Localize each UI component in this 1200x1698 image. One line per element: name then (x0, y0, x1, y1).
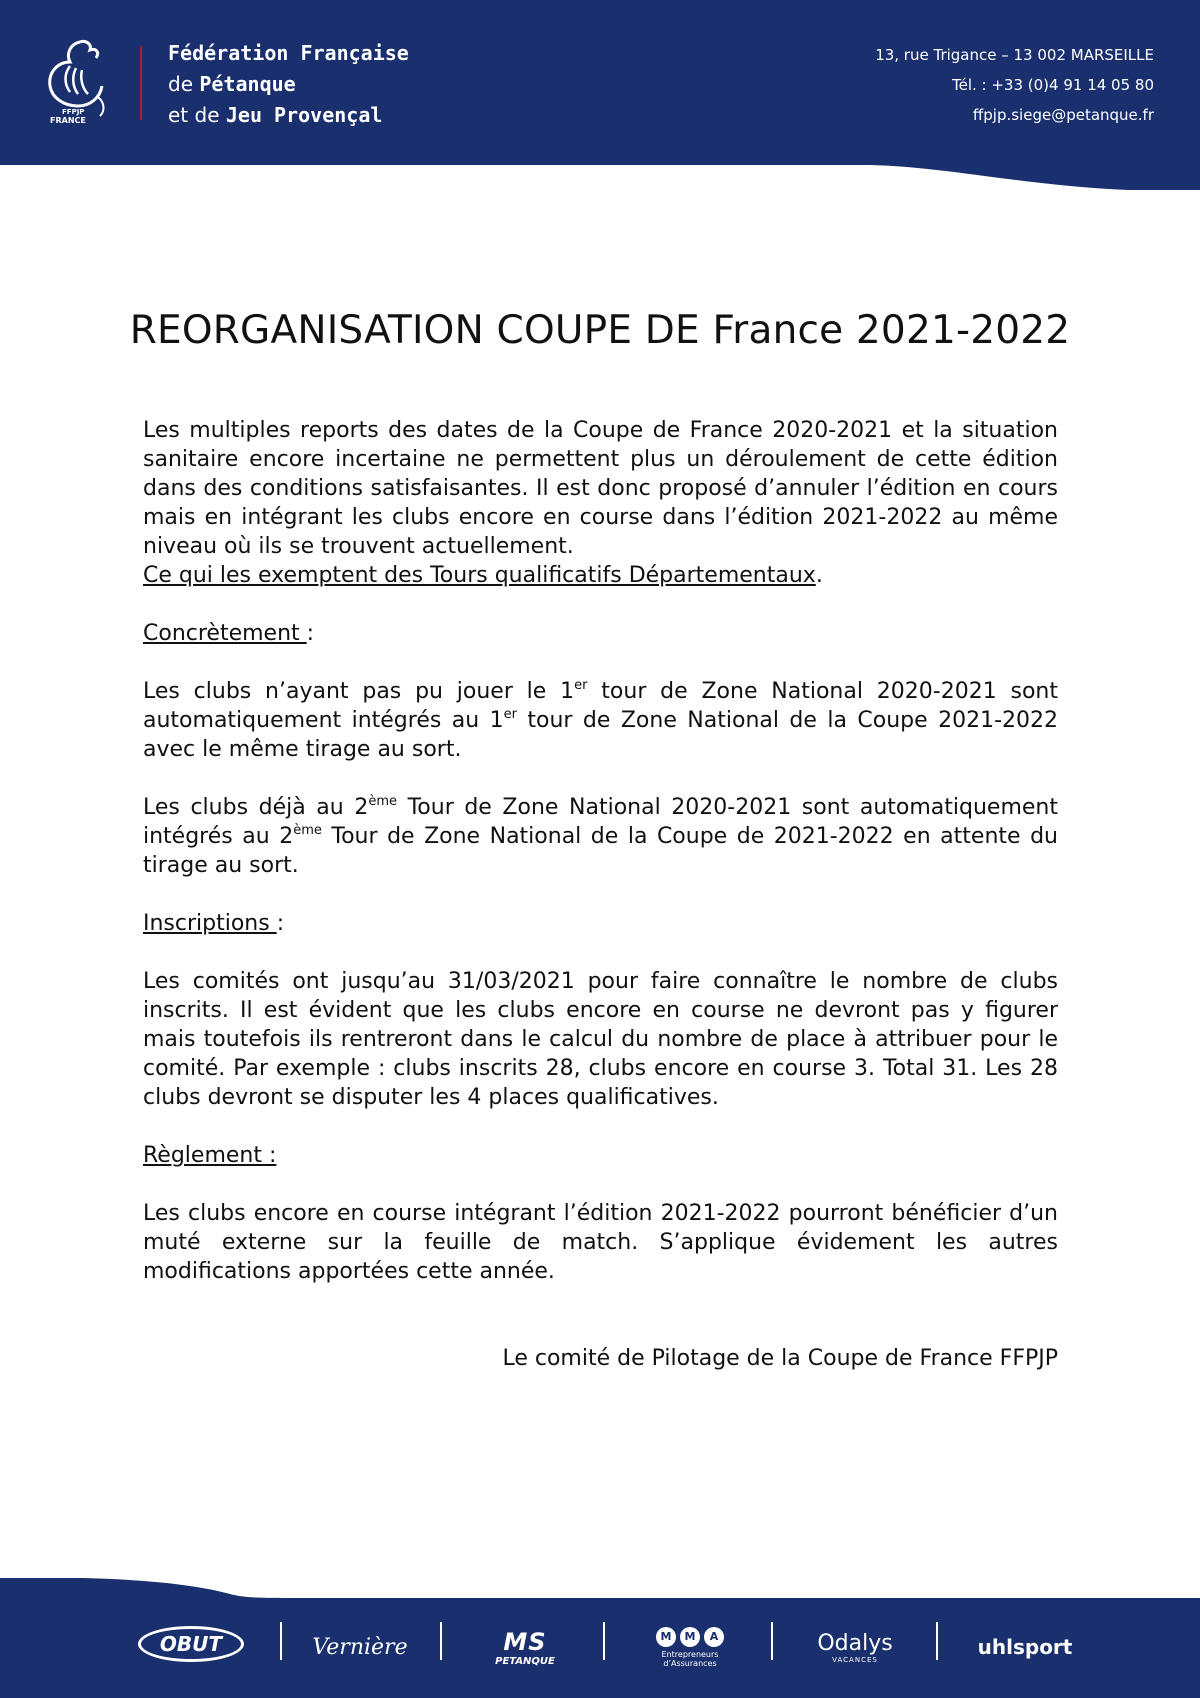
org-line-2: de Pétanque (168, 72, 296, 96)
sponsor-separator (936, 1622, 938, 1660)
sponsor-odalys-logo: Odalys VACANCES (817, 1630, 893, 1664)
sponsor-separator (440, 1622, 442, 1660)
org-line-3: et de Jeu Provençal (168, 103, 383, 127)
signature: Le comité de Pilotage de la Coupe de France FFPJP (502, 1346, 1058, 1371)
paragraph-inscriptions: Les comités ont jusqu’au 31/03/2021 pour faire connaître le nombre de clubs inscrits. Il est évident que les clubs encore en course ne devront pas y figurer mais toutefois ils rentreront dans le calcul du nombre de place à attribuer pour le comité. Par exemple : clubs inscrits 28, clubs encore en course 3. Total 31. Les 28 clubs devront se disputer les 4 places qualificatives. (143, 969, 1058, 1110)
paragraph-round-2: Les clubs déjà au 2ème Tour de Zone National 2020-2021 sont automatiquement intégrés au 2ème Tour de Zone National de la Coupe de 2021-2022 en attente du tirage au sort. (143, 794, 1058, 878)
sponsor-separator (771, 1622, 773, 1660)
letterhead-header (0, 0, 1200, 190)
email: ffpjp.siege@petanque.fr (972, 106, 1154, 124)
rooster-icon (40, 36, 120, 126)
logo-text-france: FRANCE (50, 116, 86, 125)
sponsor-obut-logo: OBUT (138, 1626, 244, 1662)
heading-inscriptions: Inscriptions : (143, 911, 285, 936)
document-title: REORGANISATION COUPE DE France 2021-2022 (129, 308, 1071, 353)
paragraph-round-1: Les clubs n’ayant pas pu jouer le 1er tour de Zone National 2020-2021 sont automatiquement intégrés au 1er tour de Zone National de la Coupe 2021-2022 avec le même tirage au sort. (143, 678, 1059, 762)
ffpjp-rooster-logo (40, 36, 120, 126)
sponsor-verniere-logo: Vernière (312, 1634, 408, 1660)
sponsor-footer (0, 1578, 1200, 1698)
logo-text-ffpjp: FFPJP (62, 108, 85, 116)
organization-name (168, 38, 409, 131)
intro-paragraph: Les multiples reports des dates de la Coupe de France 2020-2021 et la situation sanitaire encore incertaine ne permettent plus un déroulement de cette édition dans des conditions satisfaisantes. Il est donc proposé d’annuler l’édition en cours mais en intégrant les clubs encore en course dans l’édition 2021-2022 au même niveau où ils se trouvent actuellement. (143, 418, 1058, 559)
heading-reglement: Règlement : (143, 1143, 277, 1168)
org-line-1: Fédération Française (168, 41, 409, 65)
header-divider (140, 46, 142, 120)
sponsor-ms-petanque-logo: MS PETANQUE (495, 1627, 555, 1667)
exemption-line: Ce qui les exemptent des Tours qualificatifs Départementaux. (143, 563, 823, 588)
sponsor-uhlsport-logo: uhlsport (977, 1635, 1073, 1659)
sponsor-separator (603, 1622, 605, 1660)
document-body (143, 416, 1058, 1373)
address: 13, rue Trigance – 13 002 MARSEILLE (875, 46, 1154, 64)
sponsor-mma-logo: M M A Entrepreneurs d’Assurances (645, 1622, 735, 1672)
phone: Tél. : +33 (0)4 91 14 05 80 (951, 76, 1154, 94)
contact-block (875, 40, 1154, 130)
paragraph-reglement: Les clubs encore en course intégrant l’édition 2021-2022 pourront bénéficier d’un muté externe sur la feuille de match. S’applique évidement les autres modifications apportées cette année. (143, 1201, 1058, 1284)
sponsor-separator (280, 1622, 282, 1660)
heading-concretement: Concrètement : (143, 621, 315, 646)
